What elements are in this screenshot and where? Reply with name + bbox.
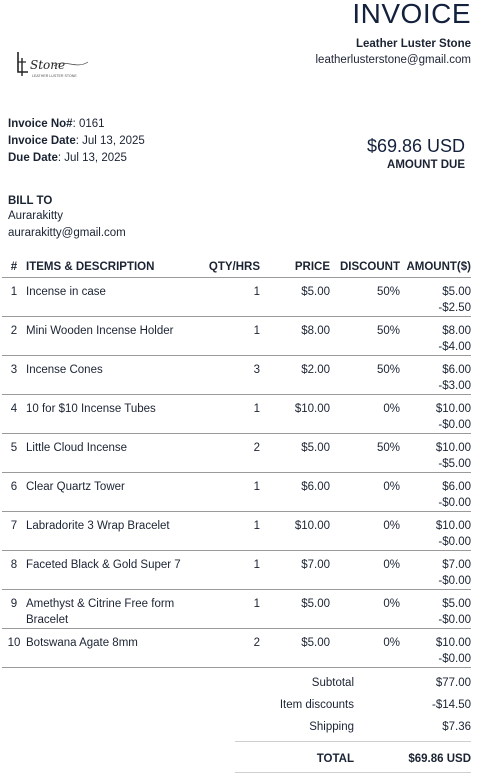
row-description: Faceted Black & Gold Super 7 (26, 550, 194, 589)
row-num: 10 (2, 628, 26, 667)
invoice-date-label: Invoice Date (8, 135, 76, 147)
row-num: 2 (2, 316, 26, 355)
row-amount-value: $6.00 (442, 480, 471, 493)
item-discounts-label: Item discounts (279, 699, 354, 711)
row-discount: 50% (330, 433, 400, 472)
row-discount-amount: -$0.00 (438, 574, 471, 587)
bill-to-email: aurarakitty@gmail.com (8, 227, 126, 239)
row-amount-value: $10.00 (435, 402, 471, 415)
shipping-value: $7.36 (442, 721, 471, 733)
row-description: Clear Quartz Tower (26, 472, 194, 511)
subtotal-value: $77.00 (435, 677, 471, 689)
table-row (2, 355, 471, 394)
row-qty: 3 (194, 355, 260, 394)
table-row (2, 472, 471, 511)
row-price: $10.00 (260, 394, 330, 433)
row-discount: 50% (330, 316, 400, 355)
due-date (8, 152, 127, 164)
row-discount-amount: -$2.50 (438, 301, 471, 314)
due-date-label: Due Date (8, 152, 58, 164)
row-amount (400, 277, 471, 316)
row-amount-value: $7.00 (442, 558, 471, 571)
row-description: Incense in case (26, 277, 194, 316)
row-qty: 2 (194, 433, 260, 472)
row-amount (400, 511, 471, 550)
table-row (2, 316, 471, 355)
row-qty: 1 (194, 316, 260, 355)
row-discount: 50% (330, 355, 400, 394)
row-price: $5.00 (260, 589, 330, 628)
totals-divider (235, 741, 471, 742)
invoice-date-value: : Jul 13, 2025 (75, 135, 145, 147)
total-label: TOTAL (316, 753, 354, 765)
row-discount-amount: -$3.00 (438, 379, 471, 392)
amount-due-value: $69.86 USD (366, 136, 465, 156)
row-price: $8.00 (260, 316, 330, 355)
row-description: Labradorite 3 Wrap Bracelet (26, 511, 194, 550)
due-date-value: : Jul 13, 2025 (57, 152, 127, 164)
row-num: 3 (2, 355, 26, 394)
row-amount (400, 589, 471, 628)
total-value: $69.86 USD (408, 753, 471, 765)
row-num: 5 (2, 433, 26, 472)
row-discount: 0% (330, 472, 400, 511)
table-row (2, 550, 471, 589)
row-discount-amount: -$0.00 (438, 652, 471, 665)
row-discount-amount: -$0.00 (438, 418, 471, 431)
row-price: $7.00 (260, 550, 330, 589)
invoice-title: INVOICE (352, 0, 471, 29)
header-price: PRICE (260, 257, 330, 277)
row-description: Amethyst & Citrine Free form Bracelet (26, 589, 194, 628)
row-qty: 1 (194, 511, 260, 550)
row-num: 8 (2, 550, 26, 589)
header-amount: AMOUNT($) (400, 257, 471, 277)
bill-to-label: BILL TO (8, 195, 53, 207)
row-price: $10.00 (260, 511, 330, 550)
row-discount: 50% (330, 277, 400, 316)
row-qty: 1 (194, 394, 260, 433)
row-discount-amount: -$4.00 (438, 340, 471, 353)
company-logo (14, 48, 94, 82)
row-amount (400, 628, 471, 667)
table-row (2, 277, 471, 316)
row-description: Mini Wooden Incense Holder (26, 316, 194, 355)
row-qty: 1 (194, 277, 260, 316)
row-description: 10 for $10 Incense Tubes (26, 394, 194, 433)
company-name: Leather Luster Stone (355, 38, 471, 50)
row-num: 4 (2, 394, 26, 433)
row-amount (400, 472, 471, 511)
subtotal-label: Subtotal (311, 677, 354, 689)
table-row (2, 433, 471, 472)
row-discount-amount: -$0.00 (438, 535, 471, 548)
bill-to-name: Aurarakitty (8, 210, 63, 222)
logo-subtext: LEATHER LUSTER STONE (32, 74, 77, 78)
table-row (2, 628, 471, 667)
row-discount-amount: -$0.00 (438, 496, 471, 509)
header-num: # (2, 257, 26, 277)
row-price: $2.00 (260, 355, 330, 394)
row-discount-amount: -$0.00 (438, 613, 471, 626)
row-description: Incense Cones (26, 355, 194, 394)
invoice-number (8, 118, 105, 130)
amount-due-label: AMOUNT DUE (387, 159, 465, 171)
logo-script-text: Stone (30, 58, 66, 72)
row-price: $5.00 (260, 433, 330, 472)
items-table (2, 257, 471, 668)
row-description: Little Cloud Incense (26, 433, 194, 472)
table-row (2, 589, 471, 628)
row-amount-value: $5.00 (442, 285, 471, 298)
row-price: $5.00 (260, 277, 330, 316)
header-description: ITEMS & DESCRIPTION (26, 257, 194, 277)
table-row (2, 394, 471, 433)
row-discount: 0% (330, 589, 400, 628)
row-num: 6 (2, 472, 26, 511)
row-amount-value: $5.00 (442, 597, 471, 610)
totals-bottom-divider (235, 772, 471, 773)
row-description: Botswana Agate 8mm (26, 628, 194, 667)
row-discount: 0% (330, 628, 400, 667)
row-amount-value: $8.00 (442, 324, 471, 337)
row-num: 9 (2, 589, 26, 628)
header-discount: DISCOUNT (330, 257, 400, 277)
table-row (2, 511, 471, 550)
company-email: leatherlusterstone@gmail.com (315, 54, 471, 66)
row-amount (400, 433, 471, 472)
row-discount: 0% (330, 511, 400, 550)
invoice-number-value: : 0161 (72, 118, 105, 130)
row-num: 7 (2, 511, 26, 550)
row-discount-amount: -$5.00 (438, 457, 471, 470)
row-amount-value: $10.00 (435, 519, 471, 532)
row-qty: 1 (194, 550, 260, 589)
table-header-row (2, 257, 471, 277)
row-amount (400, 394, 471, 433)
row-amount-value: $10.00 (435, 441, 471, 454)
header-qty: QTY/HRS (194, 257, 260, 277)
logo-mark-icon (14, 48, 94, 82)
row-discount: 0% (330, 550, 400, 589)
row-discount: 0% (330, 394, 400, 433)
row-qty: 2 (194, 628, 260, 667)
invoice-date (8, 135, 145, 147)
row-qty: 1 (194, 589, 260, 628)
row-qty: 1 (194, 472, 260, 511)
shipping-label: Shipping (309, 721, 354, 733)
row-amount (400, 316, 471, 355)
row-amount-value: $6.00 (442, 363, 471, 376)
row-price: $6.00 (260, 472, 330, 511)
row-amount (400, 355, 471, 394)
row-amount-value: $10.00 (435, 636, 471, 649)
invoice-number-label: Invoice No# (8, 118, 73, 130)
item-discounts-value: -$14.50 (431, 699, 471, 711)
row-num: 1 (2, 277, 26, 316)
row-price: $5.00 (260, 628, 330, 667)
row-amount (400, 550, 471, 589)
